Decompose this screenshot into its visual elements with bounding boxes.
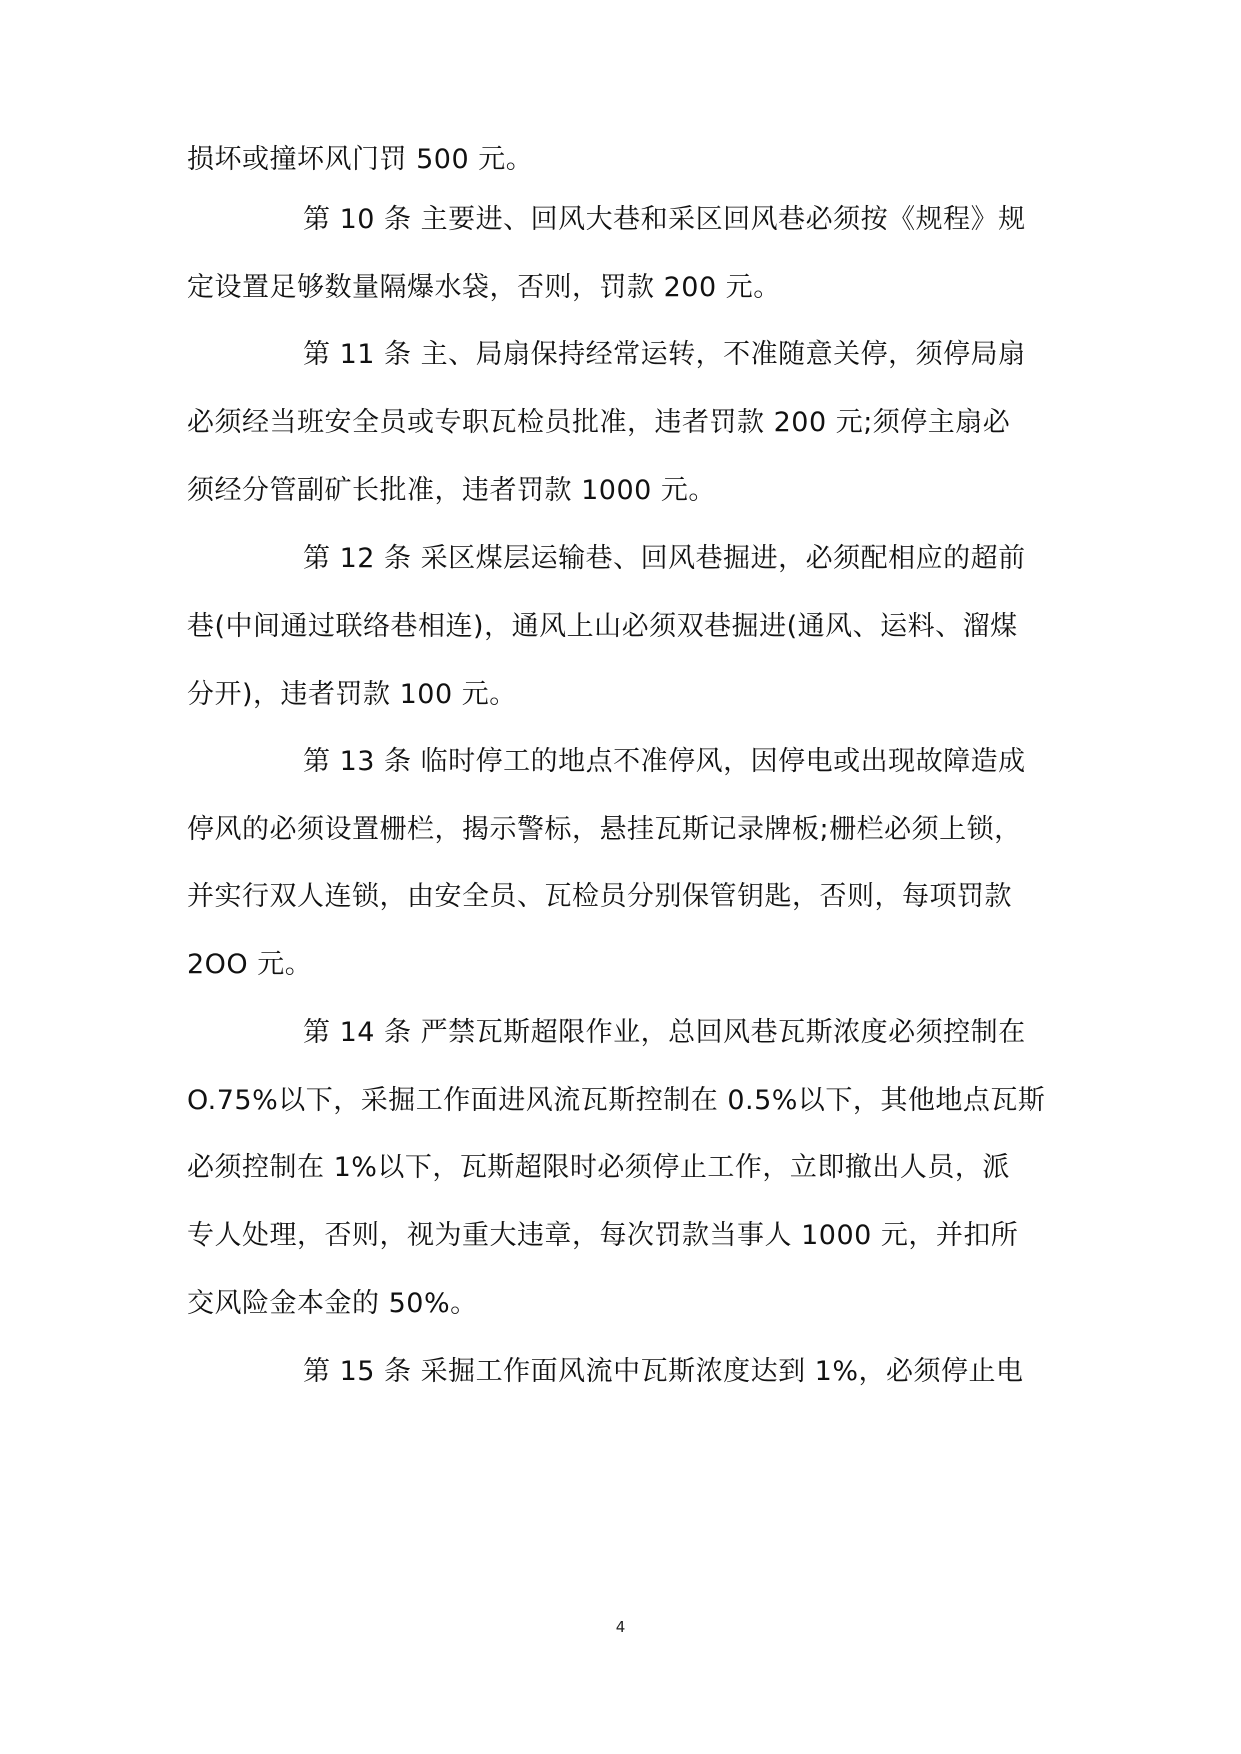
article-15-heading-line: 第 15 条 采掘工作面风流中瓦斯浓度达到 1%，必须停止电 — [303, 1356, 1024, 1387]
article-10-heading-line: 第 10 条 主要进、回风大巷和采区回风巷必须按《规程》规 — [303, 204, 1026, 235]
article-14-heading-line: 第 14 条 严禁瓦斯超限作业，总回风巷瓦斯浓度必须控制在 — [303, 1017, 1026, 1048]
text-line: 须经分管副矿长批准，违者罚款 1000 元。 — [187, 475, 716, 506]
text-line: 损坏或撞坏风门罚 500 元。 — [187, 144, 534, 175]
text-line: 必须控制在 1%以下，瓦斯超限时必须停止工作，立即撤出人员，派 — [187, 1152, 1010, 1183]
text-line: 专人处理，否则，视为重大违章，每次罚款当事人 1000 元，并扣所 — [187, 1220, 1019, 1251]
text-line: 交风险金本金的 50%。 — [187, 1288, 478, 1319]
article-11-heading-line: 第 11 条 主、局扇保持经常运转，不准随意关停，须停局扇 — [303, 339, 1026, 370]
text-line: 巷(中间通过联络巷相连)，通风上山必须双巷掘进(通风、运料、溜煤 — [187, 611, 1018, 642]
text-line: 停风的必须设置栅栏，揭示警标，悬挂瓦斯记录牌板;栅栏必须上锁， — [187, 814, 1022, 845]
text-line: 并实行双人连锁，由安全员、瓦检员分别保管钥匙，否则，每项罚款 — [187, 881, 1012, 912]
article-13-heading-line: 第 13 条 临时停工的地点不准停风，因停电或出现故障造成 — [303, 746, 1026, 777]
text-line: 必须经当班安全员或专职瓦检员批准，违者罚款 200 元;须停主扇必 — [187, 407, 1011, 438]
page-number: 4 — [615, 1618, 626, 1636]
text-line: O.75%以下，采掘工作面进风流瓦斯控制在 0.5%以下，其他地点瓦斯 — [187, 1085, 1046, 1116]
text-line: 定设置足够数量隔爆水袋，否则，罚款 200 元。 — [187, 272, 781, 303]
article-12-heading-line: 第 12 条 采区煤层运输巷、回风巷掘进，必须配相应的超前 — [303, 543, 1026, 574]
text-line: 分开)，违者罚款 100 元。 — [187, 679, 517, 710]
text-line: 2OO 元。 — [187, 949, 313, 980]
